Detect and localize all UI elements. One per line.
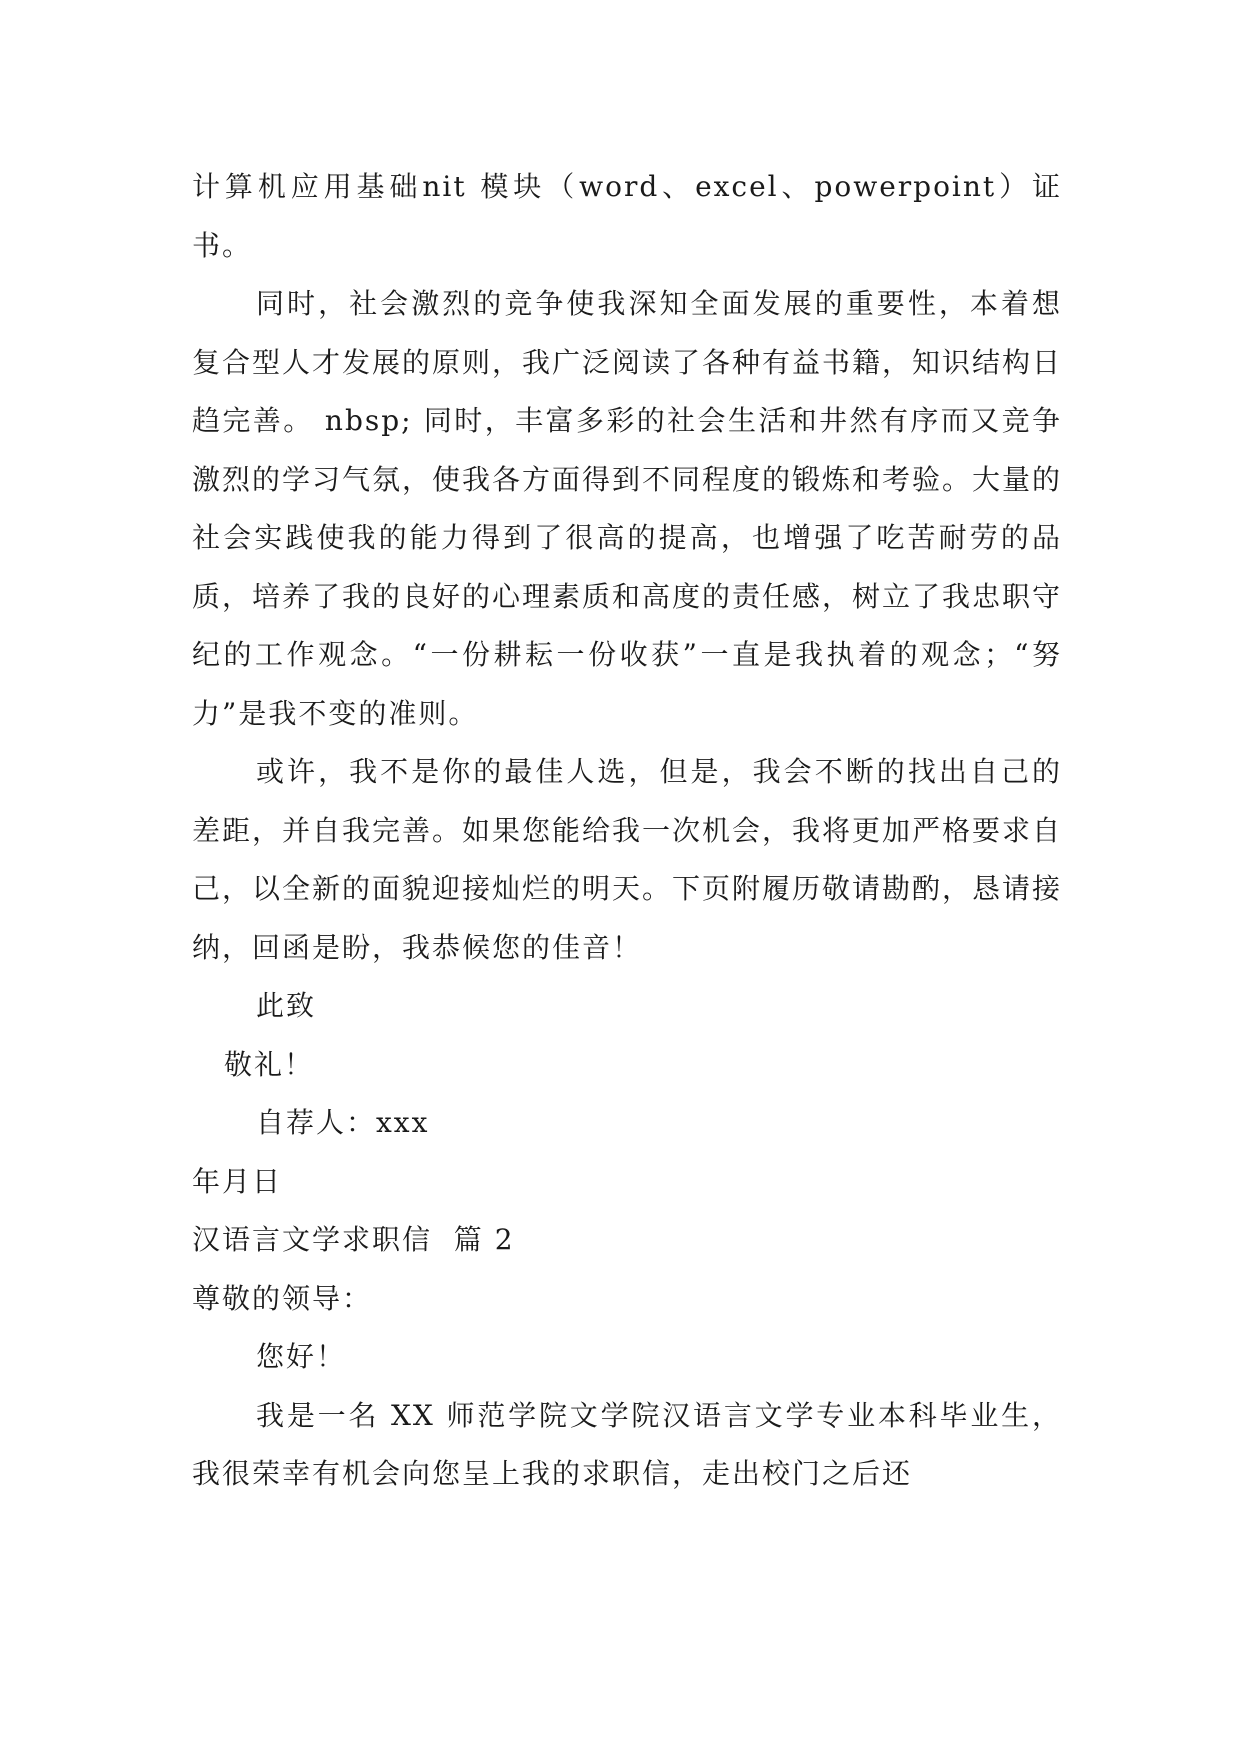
salutation-jingli: 敬礼！ <box>224 1047 315 1081</box>
salutation-cizhi: 此致 <box>256 989 317 1022</box>
document-body <box>192 158 1062 1504</box>
paragraph-certificate: 计算机应用基础nit 模块（word、excel、powerpoint）证书。 <box>192 170 1062 262</box>
signature-line: 自荐人：xxx <box>256 1106 430 1139</box>
section-title: 汉语言文学求职信 篇 2 <box>192 1223 515 1256</box>
paragraph-introduction: 我是一名 XX 师范学院文学院汉语言文学专业本科毕业生，我很荣幸有机会向您呈上我的求职信，走出校门之后还 <box>192 1398 1062 1490</box>
paragraph-development: 同时，社会激烈的竞争使我深知全面发展的重要性，本着想复合型人才发展的原则，我广泛阅读了各种有益书籍，知识结构日趋完善。 nbsp; 同时，丰富多彩的社会生活和井然有序而又竞争激烈的学习气氛，使我各方面得到不同程度的锻炼和考验。大量的社会实践使我的能力得到了很高的提高，也增强了吃苦耐劳的品质，培养了我的良好的心理素质和高度的责任感，树立了我忠职守纪的工作观念。“一份耕耘一份收获”一直是我执着的观念；“努力”是我不变的准则。 <box>192 287 1063 730</box>
date-line: 年月日 <box>192 1164 283 1198</box>
paragraph-closing-request: 或许，我不是你的最佳人选，但是，我会不断的找出自己的差距，并自我完善。如果您能给我一次机会，我将更加严格要求自己，以全新的面貌迎接灿烂的明天。下页附履历敬请勘酌，恳请接纳，回函是盼，我恭候您的佳音！ <box>192 755 1063 964</box>
greeting-recipient: 尊敬的领导： <box>192 1281 373 1315</box>
greeting-hello: 您好！ <box>256 1340 347 1373</box>
